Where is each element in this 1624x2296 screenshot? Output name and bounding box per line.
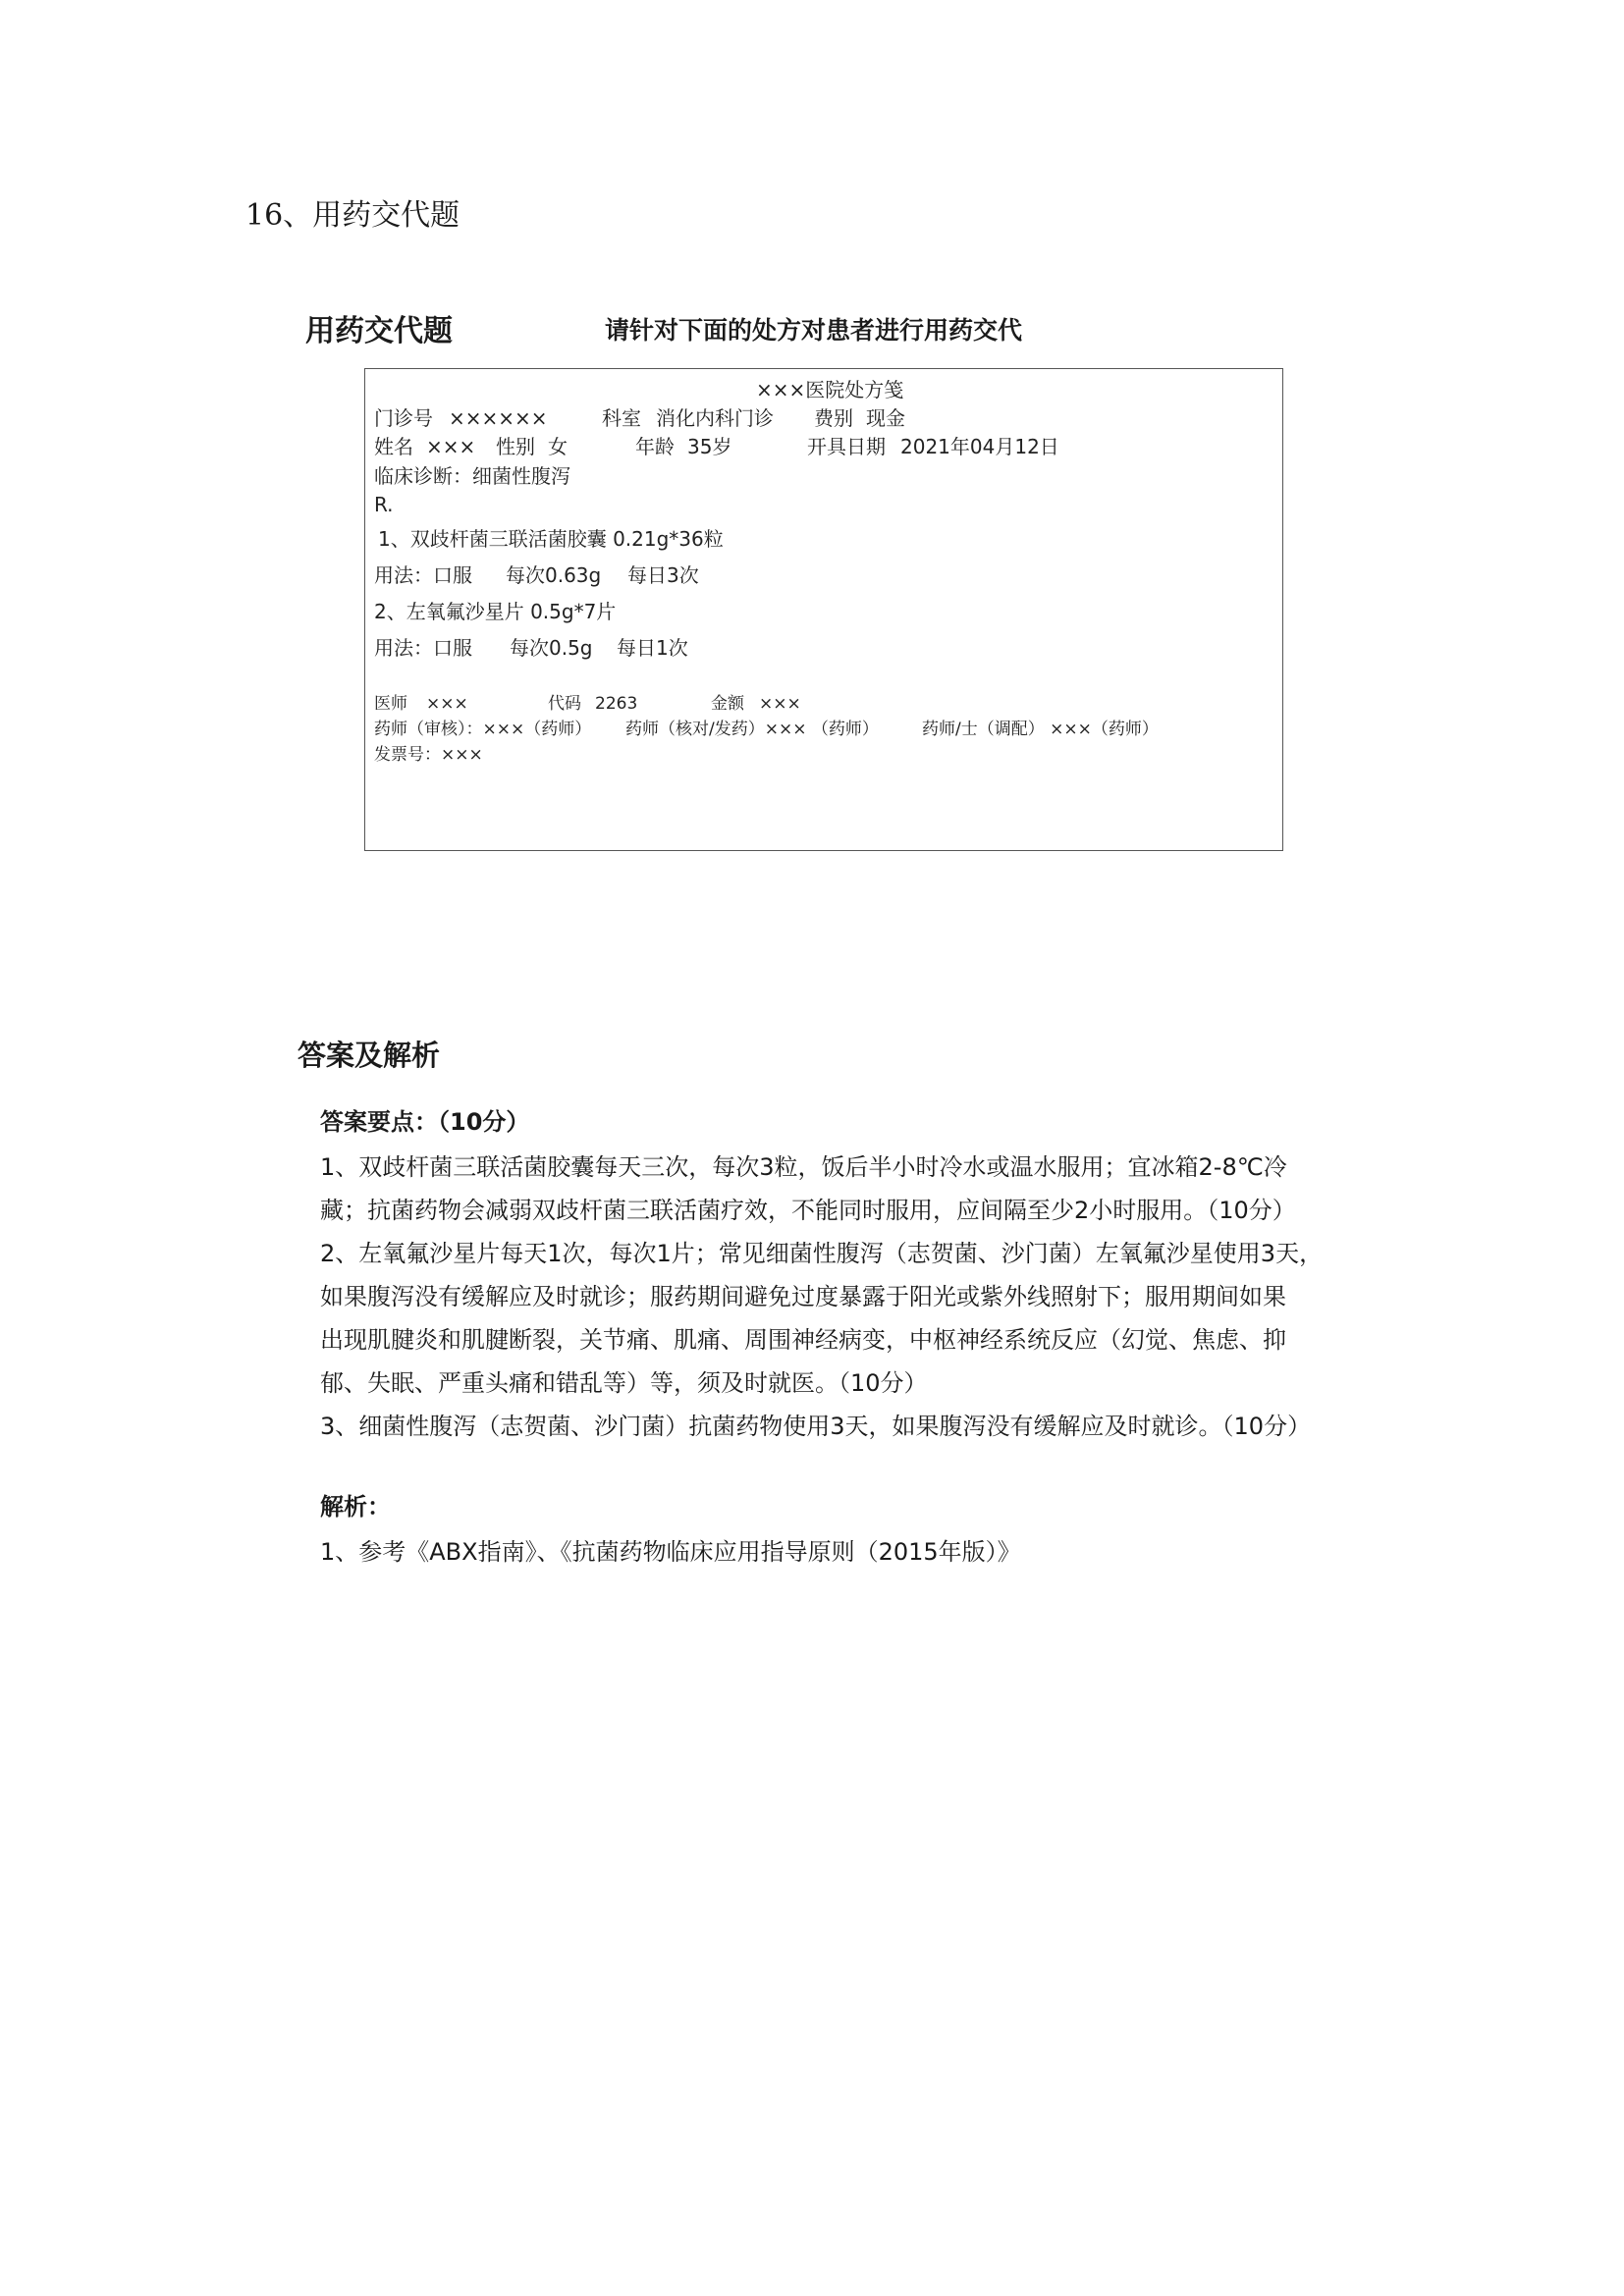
fee-type-value: 现金 xyxy=(866,406,905,430)
answer-line: 如果腹泻没有缓解应及时就诊；服药期间避免过度暴露于阳光或紫外线照射下；服用期间如果 xyxy=(320,1283,1286,1310)
prescription-box xyxy=(364,368,1283,851)
analysis-label: 解析： xyxy=(320,1493,391,1521)
name-label: 姓名 xyxy=(374,435,413,458)
clinic-no-value: ×××××× xyxy=(449,406,548,430)
answer-line: 1、双歧杆菌三联活菌胶囊每天三次，每次3粒，饭后半小时冷水或温水服用；宜冰箱2-8℃冷 xyxy=(320,1153,1287,1181)
drug-name: 2、左氧氟沙星片 0.5g*7片 xyxy=(374,600,617,623)
age-label: 年龄 xyxy=(635,435,675,458)
code-value: 2263 xyxy=(595,694,638,714)
drug-name: 1、双歧杆菌三联活菌胶囊 0.21g*36粒 xyxy=(378,527,724,551)
pharmacist-check: 药师（核对/发药）××× （药师） xyxy=(625,720,879,739)
analysis-line: 1、参考《ABX指南》、《抗菌药物临床应用指导原则（2015年版）》 xyxy=(320,1538,1021,1566)
pharmacist-review: 药师（审核）：×××（药师） xyxy=(374,720,592,739)
answer-line: 郁、失眠、严重头痛和错乱等）等，须及时就医。（10分） xyxy=(320,1369,928,1397)
code-label: 代码 xyxy=(548,694,581,714)
doctor-label: 医师 xyxy=(374,694,407,714)
date-label: 开具日期 xyxy=(807,435,886,458)
prescription-header: ×××医院处方笺 xyxy=(756,378,904,401)
drug-dose: 每次0.63g xyxy=(506,563,602,587)
department-label: 科室 xyxy=(602,406,641,430)
name-value: ××× xyxy=(426,435,476,458)
drug-usage: 用法：口服 xyxy=(374,563,472,587)
amount-value: ××× xyxy=(759,694,801,714)
drug-usage: 用法：口服 xyxy=(374,636,472,660)
invoice-no: 发票号：××× xyxy=(374,745,483,765)
question-title: 用药交代题 xyxy=(305,314,453,348)
drug-dose: 每次0.5g xyxy=(510,636,593,660)
clinical-diagnosis: 临床诊断：细菌性腹泻 xyxy=(374,464,570,488)
clinic-no-label: 门诊号 xyxy=(374,406,433,430)
answer-line: 2、左氧氟沙星片每天1次，每次1片；常见细菌性腹泻（志贺菌、沙门菌）左氧氟沙星使用3天， xyxy=(320,1240,1324,1267)
sex-label: 性别 xyxy=(496,435,535,458)
answer-heading: 答案及解析 xyxy=(298,1039,441,1072)
doctor-value: ××× xyxy=(426,694,468,714)
drug-frequency: 每日3次 xyxy=(627,563,699,587)
answer-line: 3、细菌性腹泻（志贺菌、沙门菌）抗菌药物使用3天，如果腹泻没有缓解应及时就诊。（10分） xyxy=(320,1413,1312,1440)
date-value: 2021年04月12日 xyxy=(900,435,1059,458)
rx-mark: R. xyxy=(374,493,394,516)
amount-label: 金额 xyxy=(711,694,744,714)
answer-line: 藏；抗菌药物会减弱双歧杆菌三联活菌疗效，不能同时服用，应间隔至少2小时服用。（10分） xyxy=(320,1197,1296,1224)
pharmacist-dispense: 药师/士（调配） ×××（药师） xyxy=(922,720,1159,739)
answer-line: 出现肌腱炎和肌腱断裂，关节痛、肌痛、周围神经病变，中枢神经系统反应（幻觉、焦虑、抑 xyxy=(320,1326,1286,1354)
department-value: 消化内科门诊 xyxy=(656,406,774,430)
answer-key-points xyxy=(320,1146,1322,1448)
question-number-heading: 16、用药交代题 xyxy=(245,198,460,233)
fee-type-label: 费别 xyxy=(814,406,853,430)
age-value: 35岁 xyxy=(687,435,732,458)
answer-key-points-label: 答案要点：（10分） xyxy=(320,1108,530,1136)
drug-frequency: 每日1次 xyxy=(617,636,688,660)
question-instruction: 请针对下面的处方对患者进行用药交代 xyxy=(605,316,1023,345)
sex-value: 女 xyxy=(548,435,568,458)
